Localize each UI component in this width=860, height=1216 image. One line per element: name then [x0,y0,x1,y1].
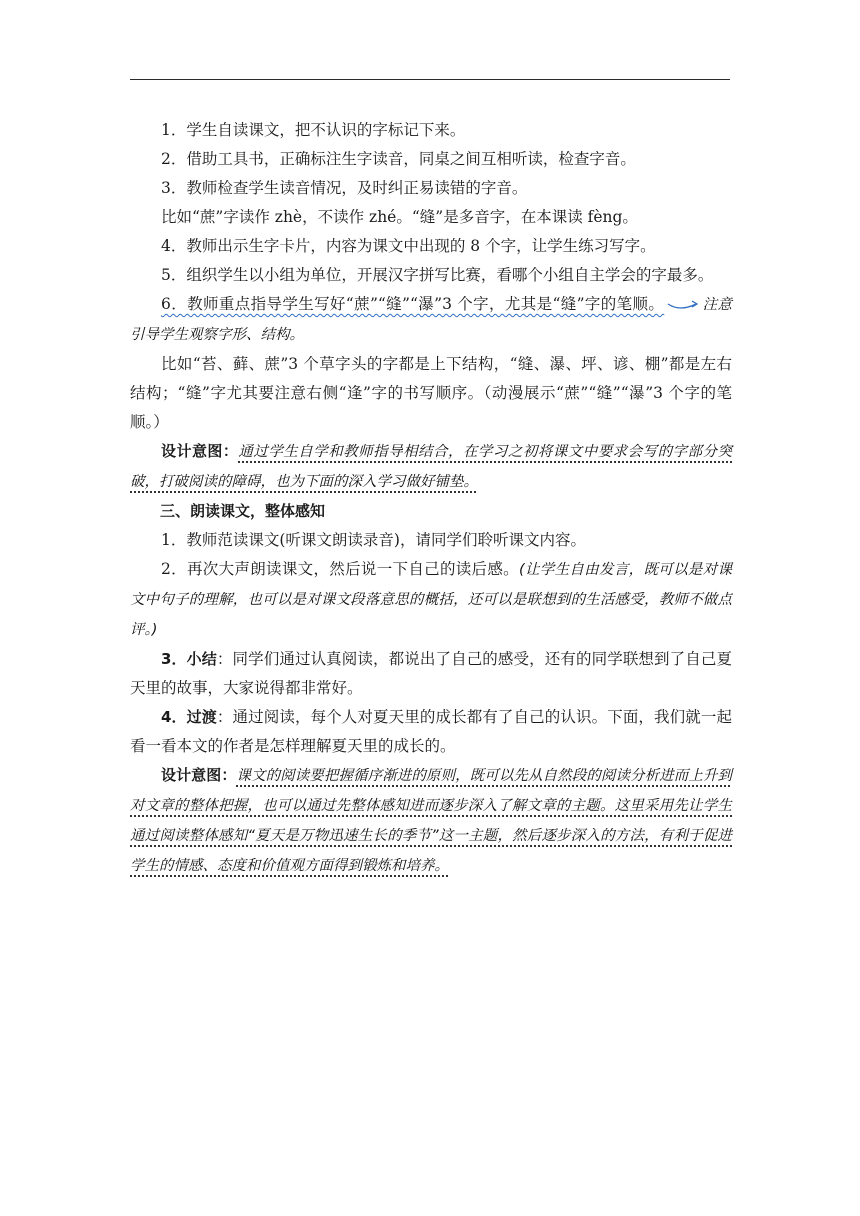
design-intent-label-2: 设计意图： [161,766,237,784]
pronunciation-example: 比如“蔗”字读作 zhè，不读作 zhé。“缝”是多音字，在本课读 fèng。 [161,208,638,226]
section-heading-3: 三、朗读课文，整体感知 [160,502,326,520]
step-4: 4．教师出示生字卡片，内容为课文中出现的 8 个字，让学生练习写字。 [161,237,656,255]
step-6 [130,290,732,350]
design-intent-label: 设计意图： [161,442,239,460]
step-6-main: 6．教师重点指导学生写好“蔗”“缝”“瀑”3 个字，尤其是“缝”字的笔顺。 [161,295,665,313]
transition-text: ：通过阅读，每个人对夏天里的成长都有了自己的认识。下面，我们就一起看一看本文的作者是怎样理解夏天里的成长的。 [130,708,732,755]
step-2: 2．借助工具书，正确标注生字读音，同桌之间互相听读，检查字音。 [161,150,636,168]
s3-step-3 [130,645,732,703]
design-intent-1-text: 通过学生自学和教师指导相结合，在学习之初将课文中要求会写的字部分突破，打破阅读的障碍，也为下面的深入学习做好铺垫。 [130,444,732,490]
step-6-note: 注意引导学生观察字形、结构。 [130,297,733,343]
transition-label: 4．过渡 [161,708,217,726]
step-3: 3．教师检查学生读音情况，及时纠正易读错的字音。 [161,179,528,197]
design-intent-2-text: 课文的阅读要把握循序渐进的原则，既可以先从自然段的阅读分析进而上升到对文章的整体把握，也可以通过先整体感知进而逐步深入了解文章的主题。这里采用先让学生通过阅读整体感知“夏天是万物迅速生长的季节”这一主题，然后逐步深入的方法，有利于促进学生的情感、态度和价值观方面得到锻炼和培养。 [130,768,732,874]
curved-arrow-icon [666,298,700,312]
s3-step-2-main: 2．再次大声朗读课文，然后说一下自己的读后感。 [161,560,519,578]
design-intent-1 [130,437,732,497]
header-rule [130,79,730,80]
s3-step-2-note: (让学生自由发言，既可以是对课文中句子的理解，也可以是对课文段落意思的概括，还可以是联想到的生活感受，教师不做点评。) [130,562,732,638]
step-1: 1．学生自读课文，把不认识的字标记下来。 [161,121,466,139]
step-5: 5．组织学生以小组为单位，开展汉字拼写比赛，看哪个小组自主学会的字最多。 [161,266,714,284]
design-intent-2 [130,761,732,881]
s3-step-1: 1．教师范读课文(听课文朗读录音)，请同学们聆听课文内容。 [161,531,586,549]
document-body [130,116,732,881]
structure-example: 比如“苔、藓、蔗”3 个草字头的字都是上下结构，“缝、瀑、坪、谚、棚”都是左右结构；“缝”字尤其要注意右侧“逢”字的书写顺序。（动漫展示“蔗”“缝”“瀑”3 个字的笔顺。） [130,355,732,431]
summary-label: 3．小结 [161,650,217,668]
s3-step-4 [130,703,732,761]
s3-step-2 [130,555,732,645]
summary-text: ：同学们通过认真阅读，都说出了自己的感受，还有的同学联想到了自己夏天里的故事，大家说得都非常好。 [130,650,732,697]
